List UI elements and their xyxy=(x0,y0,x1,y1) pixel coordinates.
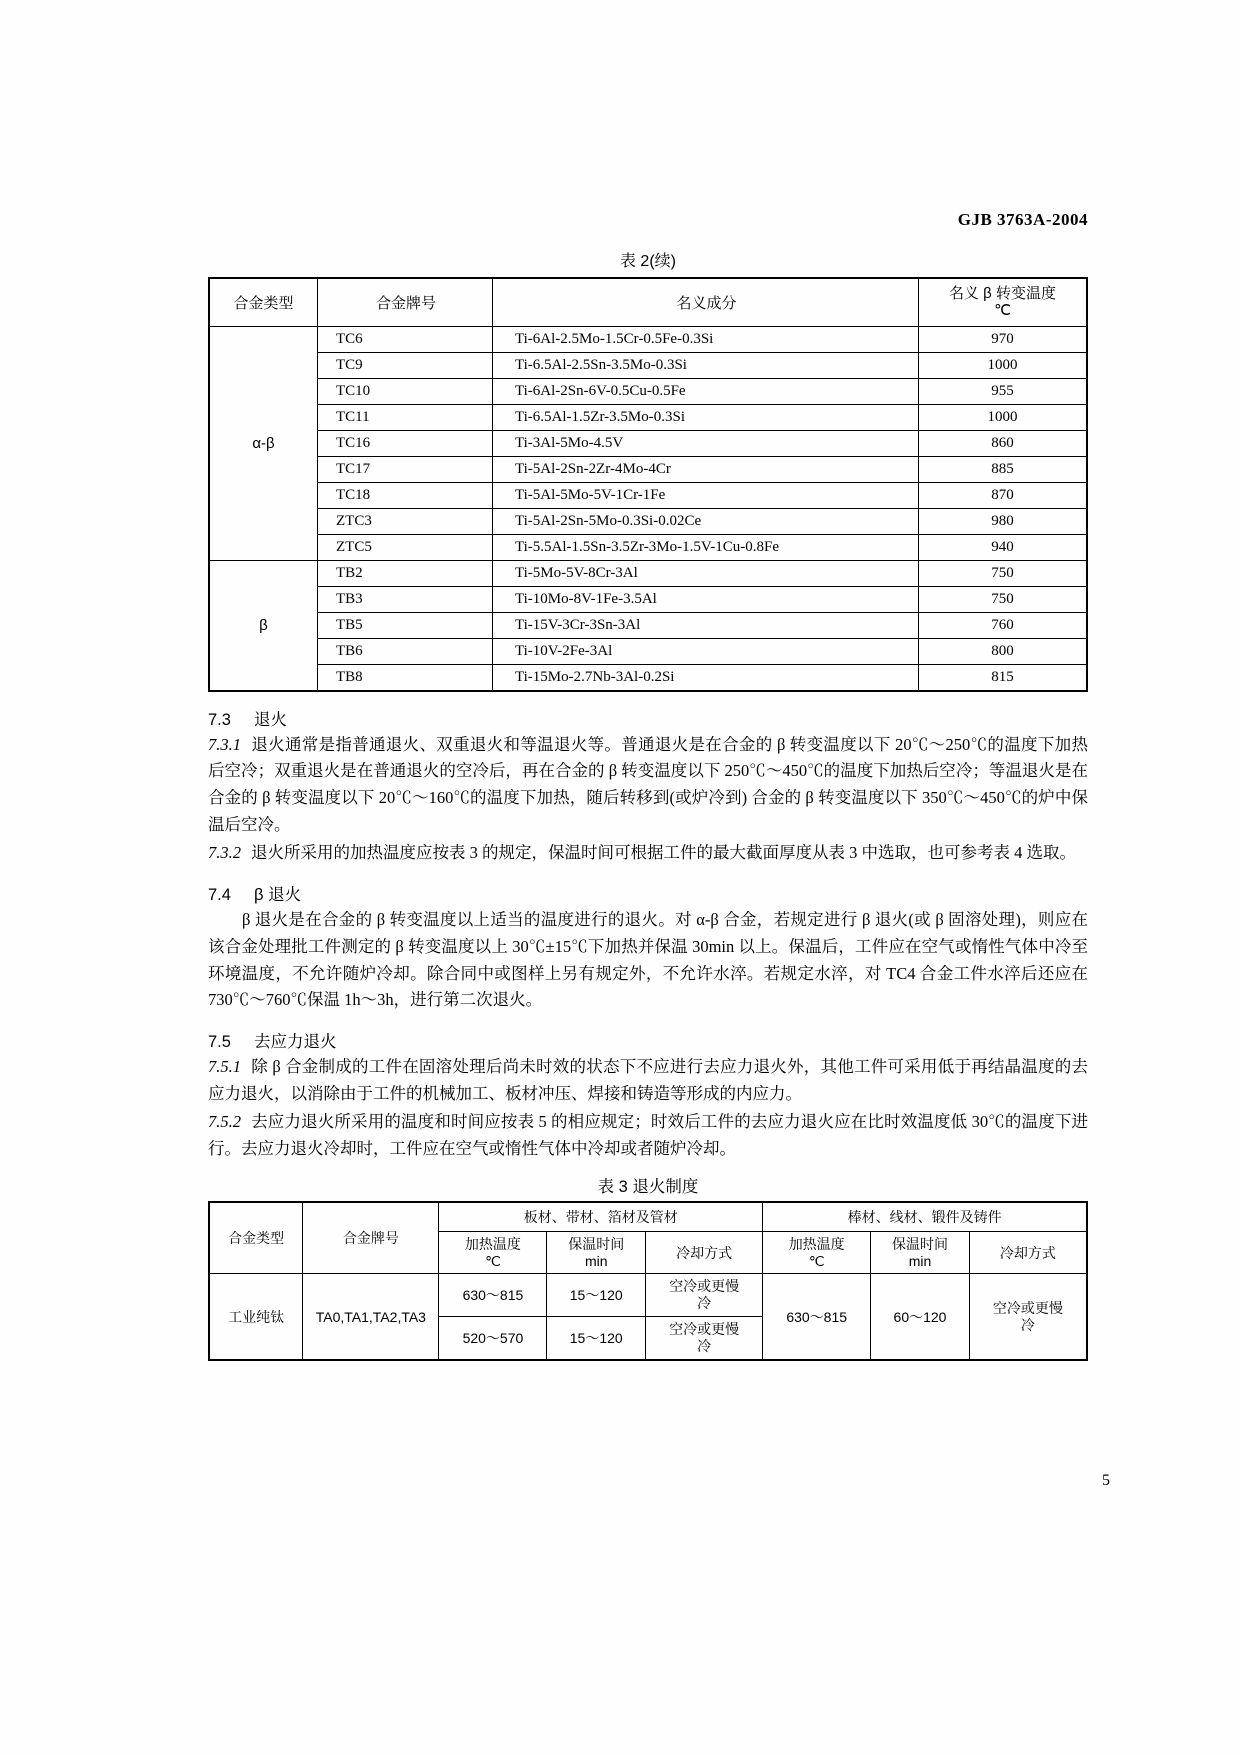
table-row xyxy=(209,560,1087,586)
table3-cell-cooling-1-line1: 空冷或更慢 xyxy=(669,1321,740,1338)
table2-cell-temp: 1000 xyxy=(919,404,1088,430)
table3-cell-heat-temp-2: 630～815 xyxy=(763,1274,871,1360)
table-row xyxy=(209,612,1087,638)
section-title-7-4: β 退火 xyxy=(254,886,302,905)
table3-cell-type: 工业纯钛 xyxy=(209,1274,303,1360)
table2-cell-temp: 760 xyxy=(919,612,1088,638)
table3-header-heat-temp-2-line1: 加热温度 xyxy=(788,1235,845,1252)
table3-header-type: 合金类型 xyxy=(209,1202,303,1274)
table2-cell-composition: Ti-6Al-2.5Mo-1.5Cr-0.5Fe-0.3Si xyxy=(493,326,919,352)
table2-cell-grade: TC9 xyxy=(318,352,493,378)
table2-cell-composition: Ti-3Al-5Mo-4.5V xyxy=(493,430,919,456)
table-row xyxy=(209,456,1087,482)
table3-header-hold-time-2-line2: min xyxy=(908,1252,932,1269)
table3-cell-hold-time-1: 15～120 xyxy=(547,1274,646,1317)
paragraph-text-7-5-1: 除 β 合金制成的工件在固溶处理后尚未时效的状态下不应进行去应力退火外，其他工件可采用低于再结晶温度的去应力退火，以消除由于工件的机械加工、板材冲压、焊接和铸造等形成的内应力。 xyxy=(208,1056,1088,1103)
table-row xyxy=(209,404,1087,430)
table2-cell-grade: ZTC3 xyxy=(318,508,493,534)
table2-cell-temp: 980 xyxy=(919,508,1088,534)
table2-header-beta-temp-line2: ℃ xyxy=(994,302,1011,320)
table3-cell-cooling-2 xyxy=(969,1274,1087,1360)
table2-cell-temp: 800 xyxy=(919,638,1088,664)
paragraph-text-7-3-1: 退火通常是指普通退火、双重退火和等温退火等。普通退火是在合金的 β 转变温度以下 20℃～250℃的温度下加热后空冷；双重退火是在普通退火的空冷后，再在合金的 β 转变温度以下 250℃～450℃的温度下加热后空冷；等温退火是在合金的 β 转变温度以下 20℃～160℃的温度下加热，随后转移到(或炉冷到) 合金的 β 转变温度以下 350℃～450℃的炉中保温后空冷。 xyxy=(208,734,1088,834)
table2-cell-grade: TB2 xyxy=(318,560,493,586)
table3-header-heat-temp-1-line2: ℃ xyxy=(485,1252,501,1269)
table-row xyxy=(209,664,1087,691)
paragraph-7-5-2 xyxy=(208,1109,1088,1162)
section-number-7-3: 7.3 xyxy=(208,710,231,729)
table2-cell-composition: Ti-6.5Al-2.5Sn-3.5Mo-0.3Si xyxy=(493,352,919,378)
paragraph-number-7-3-1: 7.3.1 xyxy=(208,734,241,754)
table3-header-hold-time-1 xyxy=(547,1231,646,1274)
table3-header-hold-time-1-line1: 保温时间 xyxy=(568,1235,625,1252)
table2-cell-composition: Ti-5Al-5Mo-5V-1Cr-1Fe xyxy=(493,482,919,508)
table2-group-type-beta: β xyxy=(209,560,318,691)
paragraph-number-7-3-2: 7.3.2 xyxy=(208,843,241,863)
table3-header-group1: 板材、带材、箔材及管材 xyxy=(439,1202,763,1232)
table3-header-heat-temp-2 xyxy=(763,1231,871,1274)
paragraph-7-3-1 xyxy=(208,732,1088,839)
table2-cell-composition: Ti-5.5Al-1.5Sn-3.5Zr-3Mo-1.5V-1Cu-0.8Fe xyxy=(493,534,919,560)
table2-cell-temp: 970 xyxy=(919,326,1088,352)
table2-cell-temp: 940 xyxy=(919,534,1088,560)
table3-header-hold-time-2-line1: 保温时间 xyxy=(892,1235,948,1252)
page-content xyxy=(208,210,1088,1361)
table2-cell-grade: TC6 xyxy=(318,326,493,352)
table3-header-cooling-1: 冷却方式 xyxy=(646,1231,763,1274)
table3-header-heat-temp-1 xyxy=(439,1231,547,1274)
table3-header-row-1 xyxy=(209,1202,1087,1232)
table2-cell-composition: Ti-5Al-2Sn-5Mo-0.3Si-0.02Ce xyxy=(493,508,919,534)
section-heading-7-3 xyxy=(208,706,1088,730)
table2-cell-grade: TC16 xyxy=(318,430,493,456)
table2-cell-composition: Ti-6Al-2Sn-6V-0.5Cu-0.5Fe xyxy=(493,378,919,404)
table3-header-heat-temp-2-line2: ℃ xyxy=(808,1252,825,1269)
table2-cell-grade: TC18 xyxy=(318,482,493,508)
table2-cell-temp: 870 xyxy=(919,482,1088,508)
table2-caption: 表 2(续) xyxy=(619,253,676,270)
table2-cell-temp: 860 xyxy=(919,430,1088,456)
table2-cell-grade: TC10 xyxy=(318,378,493,404)
table2-cell-grade: TC17 xyxy=(318,456,493,482)
table3-cell-cooling-1 xyxy=(646,1317,763,1360)
table3-cell-cooling-2-line1: 空冷或更慢 xyxy=(992,1299,1063,1316)
paragraph-7-4 xyxy=(208,907,1088,1014)
document-standard-code: GJB 3763A-2004 xyxy=(957,210,1088,229)
table2-header-row xyxy=(209,278,1087,326)
table2-cell-grade: TB8 xyxy=(318,664,493,691)
table3 xyxy=(208,1201,1088,1361)
table3-cell-heat-temp-1: 520～570 xyxy=(439,1317,547,1360)
table2-header-composition: 名义成分 xyxy=(493,278,919,326)
section-heading-7-5 xyxy=(208,1028,1088,1052)
table2-group-type-alpha-beta: α-β xyxy=(209,326,318,560)
table-row xyxy=(209,352,1087,378)
table-row xyxy=(209,1274,1087,1317)
table3-header-hold-time-1-line2: min xyxy=(584,1252,608,1269)
table2-cell-temp: 885 xyxy=(919,456,1088,482)
table-row xyxy=(209,482,1087,508)
table3-cell-cooling-2-line2: 冷 xyxy=(1020,1316,1035,1333)
table2-cell-temp: 815 xyxy=(919,664,1088,691)
paragraph-7-3-2 xyxy=(208,840,1088,867)
table2-cell-composition: Ti-15Mo-2.7Nb-3Al-0.2Si xyxy=(493,664,919,691)
table3-caption: 表 3 退火制度 xyxy=(597,1177,699,1196)
table3-cell-cooling-1-line2: 冷 xyxy=(697,1337,712,1354)
table2-cell-composition: Ti-10Mo-8V-1Fe-3.5Al xyxy=(493,586,919,612)
table2-cell-temp: 750 xyxy=(919,560,1088,586)
section-number-7-4: 7.4 xyxy=(208,886,231,905)
table3-header-hold-time-2 xyxy=(871,1231,970,1274)
table3-header-group2: 棒材、线材、锻件及铸件 xyxy=(763,1202,1087,1232)
paragraph-text-7-5-2: 去应力退火所采用的温度和时间应按表 5 的相应规定；时效后工件的去应力退火应在比时效温度低 30℃的温度下进行。去应力退火冷却时，工件应在空气或惰性气体中冷却或者随炉冷却。 xyxy=(208,1112,1088,1159)
table2-cell-temp: 955 xyxy=(919,378,1088,404)
table-row xyxy=(209,378,1087,404)
table2-cell-temp: 1000 xyxy=(919,352,1088,378)
table-row xyxy=(209,430,1087,456)
table2-cell-composition: Ti-15V-3Cr-3Sn-3Al xyxy=(493,612,919,638)
table-row xyxy=(209,326,1087,352)
table2-cell-temp: 750 xyxy=(919,586,1088,612)
table2-cell-grade: TB3 xyxy=(318,586,493,612)
table-row xyxy=(209,508,1087,534)
table2-cell-grade: TB6 xyxy=(318,638,493,664)
paragraph-text-7-4: β 退火是在合金的 β 转变温度以上适当的温度进行的退火。对 α-β 合金，若规定进行 β 退火(或 β 固溶处理)，则应在该合金处理批工件测定的 β 转变温度以上 30℃±15℃下加热并保温 30min 以上。保温后，工件应在空气或惰性气体中冷至环境温度，不允许随炉冷却。除合同中或图样上另有规定外，不允许水淬。若规定水淬，对 TC4 合金工件水淬后还应在 730℃～760℃保温 1h～3h，进行第二次退火。 xyxy=(208,910,1088,1010)
paragraph-number-7-5-2: 7.5.2 xyxy=(208,1112,241,1132)
paragraph-number-7-5-1: 7.5.1 xyxy=(208,1056,241,1076)
table2-header-grade: 合金牌号 xyxy=(318,278,493,326)
table-row xyxy=(209,534,1087,560)
table2-cell-composition: Ti-10V-2Fe-3Al xyxy=(493,638,919,664)
table3-cell-hold-time-2: 60～120 xyxy=(871,1274,970,1360)
table3-header-cooling-2: 冷却方式 xyxy=(969,1231,1087,1274)
section-title-7-3: 退火 xyxy=(254,710,287,729)
table-row xyxy=(209,586,1087,612)
table3-cell-heat-temp-1: 630～815 xyxy=(439,1274,547,1317)
table-row xyxy=(209,638,1087,664)
table2-cell-composition: Ti-5Mo-5V-8Cr-3Al xyxy=(493,560,919,586)
table2 xyxy=(208,277,1088,692)
page-number: 5 xyxy=(1102,1472,1110,1489)
paragraph-7-5-1 xyxy=(208,1054,1088,1107)
table2-cell-grade: TB5 xyxy=(318,612,493,638)
table2-cell-composition: Ti-5Al-2Sn-2Zr-4Mo-4Cr xyxy=(493,456,919,482)
table3-cell-cooling-1 xyxy=(646,1274,763,1317)
table2-header-type: 合金类型 xyxy=(209,278,318,326)
table3-cell-grade: TA0,TA1,TA2,TA3 xyxy=(303,1274,439,1360)
section-title-7-5: 去应力退火 xyxy=(254,1032,337,1051)
table2-cell-grade: TC11 xyxy=(318,404,493,430)
table2-header-beta-temp xyxy=(919,278,1088,326)
table2-cell-grade: ZTC5 xyxy=(318,534,493,560)
table3-header-grade: 合金牌号 xyxy=(303,1202,439,1274)
table3-cell-cooling-1-line1: 空冷或更慢 xyxy=(669,1278,740,1295)
section-number-7-5: 7.5 xyxy=(208,1032,231,1051)
section-heading-7-4 xyxy=(208,881,1088,905)
table3-header-heat-temp-1-line1: 加热温度 xyxy=(464,1235,521,1252)
table3-cell-hold-time-1: 15～120 xyxy=(547,1317,646,1360)
table3-cell-cooling-1-line2: 冷 xyxy=(697,1295,712,1312)
table2-header-beta-temp-line1: 名义 β 转变温度 xyxy=(949,285,1056,302)
paragraph-text-7-3-2: 退火所采用的加热温度应按表 3 的规定，保温时间可根据工件的最大截面厚度从表 3 中选取，也可参考表 4 选取。 xyxy=(251,843,1076,863)
table2-cell-composition: Ti-6.5Al-1.5Zr-3.5Mo-0.3Si xyxy=(493,404,919,430)
